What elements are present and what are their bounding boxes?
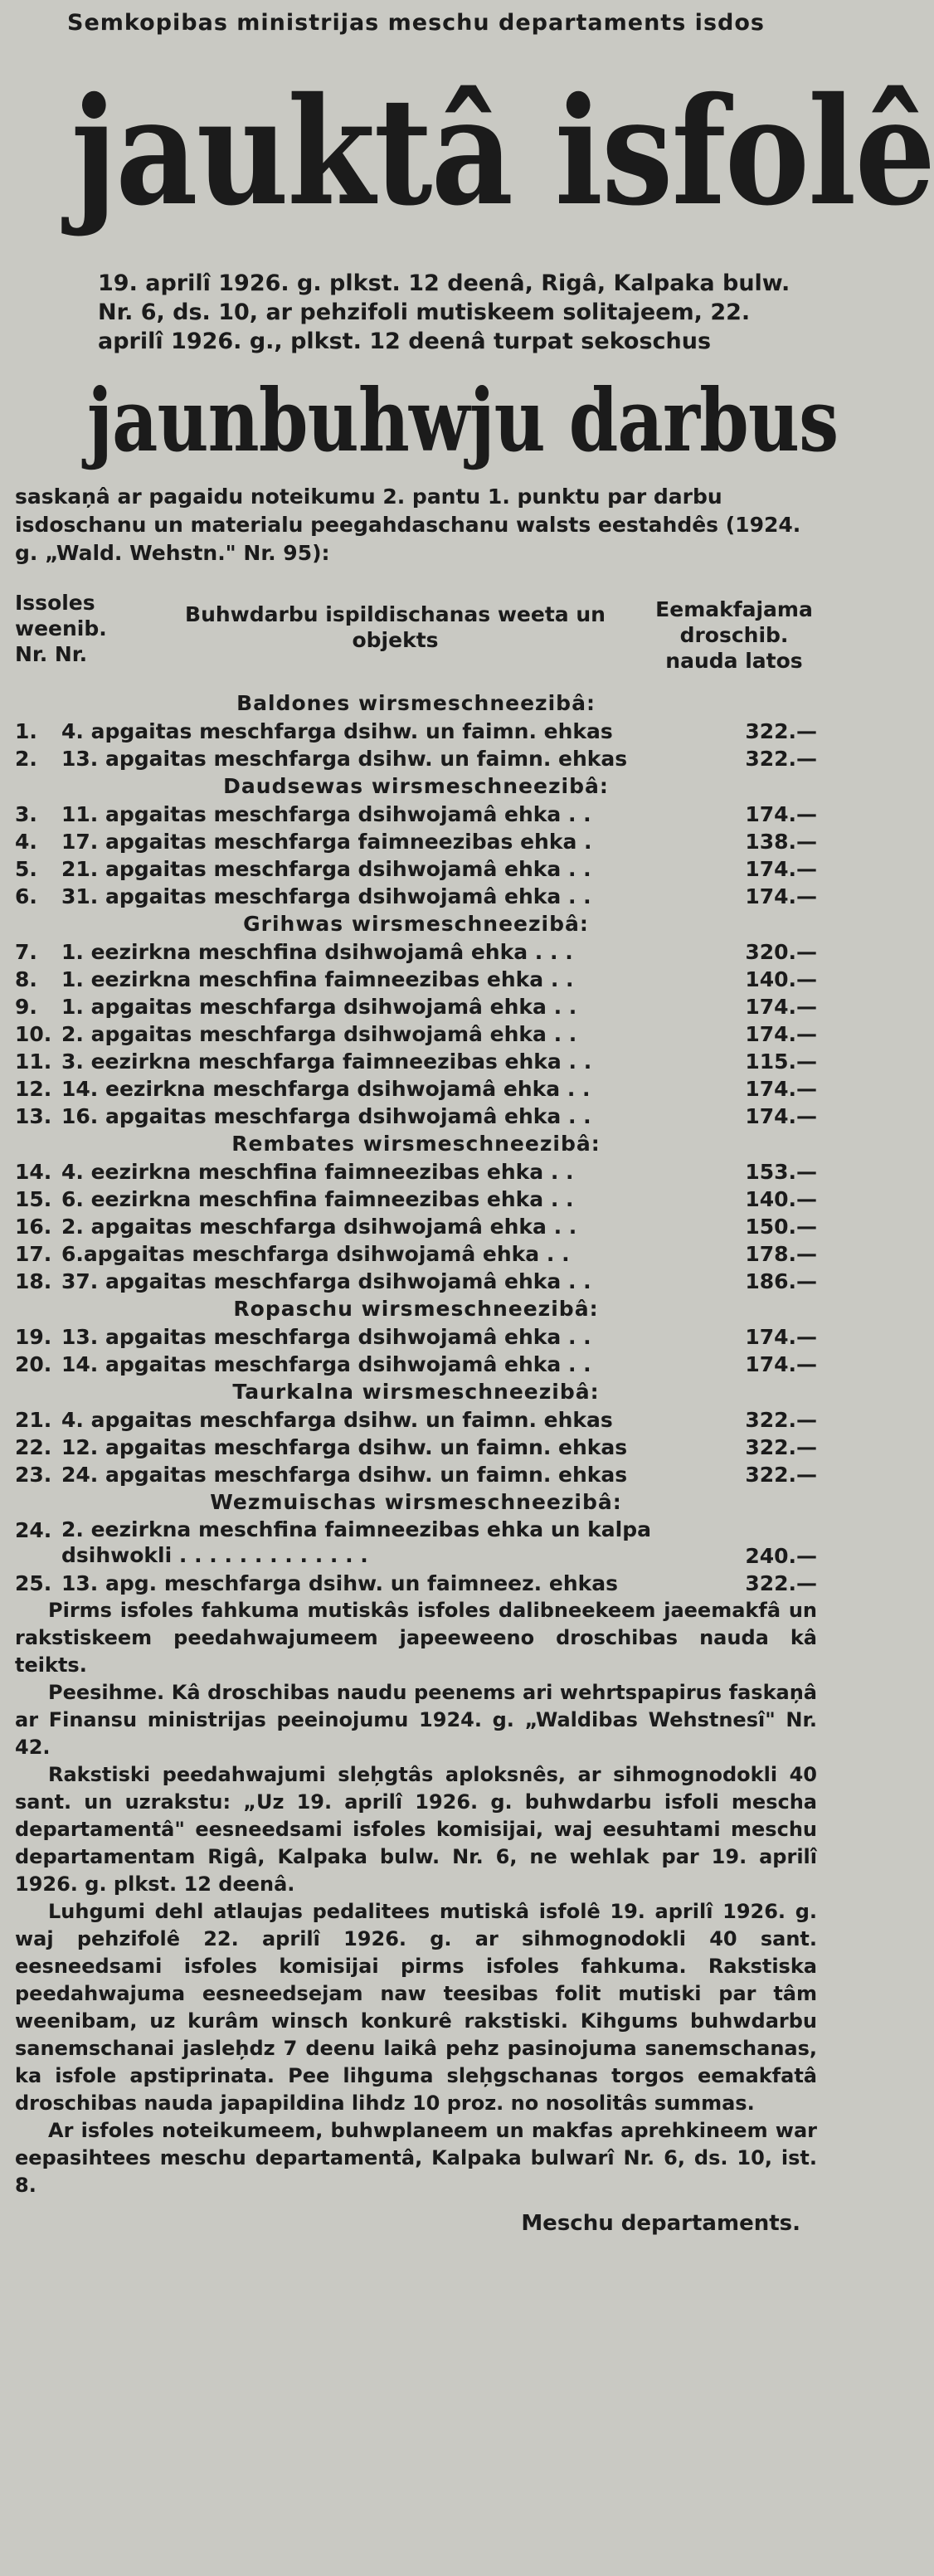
- deposit-amount: 140.—: [745, 1187, 817, 1211]
- table-row: [15, 718, 817, 745]
- conditions-text: [15, 1597, 817, 2199]
- deposit-amount: 115.—: [745, 1049, 817, 1074]
- deposit-amount: 240.—: [745, 1544, 817, 1568]
- deposit-amount: 320.—: [745, 940, 817, 964]
- lot-description: 13. apgaitas meschfarga dsihw. un faimn. ehkas: [61, 747, 628, 771]
- deposit-amount: 174.—: [745, 1352, 817, 1376]
- table-row: [15, 1268, 817, 1295]
- lot-number: 22.: [15, 1435, 52, 1459]
- lot-number: 24.: [15, 1518, 52, 1542]
- lot-description: 2. eezirkna meschfina faimneezibas ehka un kalpa dsihwokli . . . . . . . . . . . . .: [61, 1517, 651, 1567]
- publisher-line: Semkopibas ministrijas meschu departaments isdos: [67, 10, 765, 36]
- headline-secondary: jaunbuhwju darbus: [87, 369, 839, 471]
- section-title: Taurkalna wirsmeschneezibâ:: [232, 1380, 600, 1404]
- deposit-amount: 140.—: [745, 967, 817, 991]
- paragraph: Ar isfoles noteikumeem, buhwplaneem un makfas aprehkineem war eepasihtees meschu departamentâ, Kalpaka bulwarî Nr. 6, ds. 10, ist. 8.: [15, 2119, 817, 2197]
- table-row: [15, 1461, 817, 1488]
- lot-description: 2. apgaitas meschfarga dsihwojamâ ehka . .: [61, 1215, 577, 1239]
- table-row: [15, 1158, 817, 1186]
- table-row: [15, 745, 817, 772]
- lot-number: 16.: [15, 1215, 52, 1239]
- deposit-amount: 322.—: [745, 719, 817, 743]
- table-row: [15, 1240, 817, 1268]
- paragraph: Peesihme. Kâ droschibas naudu peenems ari wehrtspapirus faskaņâ ar Finansu ministrijas peeinojumu 1924. g. „Waldibas Wehstnesî" Nr. 42.: [15, 1681, 817, 1759]
- deposit-amount: 150.—: [745, 1215, 817, 1239]
- lot-description: 13. apgaitas meschfarga dsihwojamâ ehka . .: [61, 1325, 591, 1349]
- table-row: [15, 1186, 817, 1213]
- section-title: Wezmuischas wirsmeschneezibâ:: [210, 1490, 622, 1514]
- deposit-amount: 322.—: [745, 1408, 817, 1432]
- table-row: [15, 828, 817, 855]
- table-row: [15, 1048, 817, 1075]
- section-title: Rembates wirsmeschneezibâ:: [231, 1132, 601, 1156]
- table-row: [15, 1351, 817, 1378]
- lot-number: 21.: [15, 1408, 52, 1432]
- deposit-amount: 174.—: [745, 1022, 817, 1046]
- lot-description: 4. eezirkna meschfina faimneezibas ehka . .: [61, 1160, 574, 1184]
- lot-number: 15.: [15, 1187, 52, 1211]
- deposit-amount: 174.—: [745, 995, 817, 1019]
- signature: Meschu departaments.: [521, 2211, 800, 2236]
- lot-description: 24. apgaitas meschfarga dsihw. un faimn. ehkas: [61, 1463, 628, 1487]
- deposit-amount: 322.—: [745, 1571, 817, 1595]
- lot-number: 18.: [15, 1269, 52, 1293]
- lot-number: 2.: [15, 747, 37, 771]
- column-location-object: Buhwdarbu ispildischanas weeta un objekts: [185, 602, 606, 652]
- table-row: [15, 993, 817, 1020]
- section-title: Daudsewas wirsmeschneezibâ:: [223, 774, 609, 798]
- deposit-amount: 186.—: [745, 1269, 817, 1293]
- table-row: [15, 1517, 817, 1570]
- deposit-amount: 174.—: [745, 802, 817, 826]
- lot-number: 5.: [15, 857, 37, 881]
- table-row: [15, 801, 817, 828]
- table-header: [15, 590, 817, 689]
- lot-description: 11. apgaitas meschfarga dsihwojamâ ehka . .: [61, 802, 591, 826]
- deposit-amount: 174.—: [745, 857, 817, 881]
- table-row: [15, 1406, 817, 1434]
- lot-description: 37. apgaitas meschfarga dsihwojamâ ehka . .: [61, 1269, 591, 1293]
- table-row: [15, 938, 817, 966]
- headline: jauktâ isfolê: [71, 65, 934, 238]
- deposit-amount: 174.—: [745, 1077, 817, 1101]
- section-title: Ropaschu wirsmeschneezibâ:: [233, 1297, 599, 1321]
- lot-description: 1. apgaitas meschfarga dsihwojamâ ehka . .: [61, 995, 577, 1019]
- lot-description: 1. eezirkna meschfina dsihwojamâ ehka . . .: [61, 940, 573, 964]
- intro-text: 19. aprilî 1926. g. plkst. 12 deenâ, Rigâ, Kalpaka bulw. Nr. 6, ds. 10, ar pehzifoli mutiskeem solitajeem, 22. aprilî 1926. g., plkst. 12 deenâ turpat sekoschus: [98, 270, 790, 354]
- table-row: [15, 1323, 817, 1351]
- deposit-amount: 178.—: [745, 1242, 817, 1266]
- lot-number: 25.: [15, 1571, 52, 1595]
- column-deposit: Eemakfajama droschib. nauda latos: [655, 597, 813, 673]
- lot-number: 23.: [15, 1463, 52, 1487]
- lot-description: 1. eezirkna meschfina faimneezibas ehka . .: [61, 967, 574, 991]
- lot-number: 9.: [15, 995, 37, 1019]
- paragraph: Pirms isfoles fahkuma mutiskâs isfoles dalibneekeem jaeemakfâ un rakstiskeem peedahwajumeem japeeweeno droschibas nauda kâ teikts.: [15, 1599, 817, 1677]
- lot-number: 10.: [15, 1022, 52, 1046]
- table-row: [15, 1103, 817, 1130]
- lot-number: 13.: [15, 1104, 52, 1128]
- lot-description: 12. apgaitas meschfarga dsihw. un faimn. ehkas: [61, 1435, 628, 1459]
- table-row: [15, 883, 817, 910]
- legal-basis-text: saskaņâ ar pagaidu noteikumu 2. pantu 1. punktu par darbu isdoschanu un materialu peegahdaschanu walsts eestahdês (1924. g. „Wald. Wehstn." Nr. 95):: [15, 485, 801, 565]
- lot-number: 20.: [15, 1352, 52, 1376]
- table-row: [15, 966, 817, 993]
- table-row: [15, 1075, 817, 1103]
- lot-description: 4. apgaitas meschfarga dsihw. un faimn. ehkas: [61, 1408, 613, 1432]
- lot-number: 1.: [15, 719, 37, 743]
- column-unit-number: Issoles weenib. Nr. Nr.: [15, 591, 107, 666]
- lot-number: 7.: [15, 940, 37, 964]
- lot-number: 12.: [15, 1077, 52, 1101]
- deposit-amount: 138.—: [745, 830, 817, 854]
- lot-number: 6.: [15, 884, 37, 908]
- lot-number: 14.: [15, 1160, 52, 1184]
- lot-description: 4. apgaitas meschfarga dsihw. un faimn. ehkas: [61, 719, 613, 743]
- table-row: [15, 1570, 817, 1597]
- deposit-amount: 174.—: [745, 1104, 817, 1128]
- lot-number: 17.: [15, 1242, 52, 1266]
- deposit-amount: 174.—: [745, 884, 817, 908]
- table-row: [15, 1213, 817, 1240]
- lot-number: 3.: [15, 802, 37, 826]
- lot-description: 2. apgaitas meschfarga dsihwojamâ ehka . .: [61, 1022, 577, 1046]
- lot-description: 6.apgaitas meschfarga dsihwojamâ ehka . .: [61, 1242, 570, 1266]
- lot-number: 4.: [15, 830, 37, 854]
- lot-description: 6. eezirkna meschfina faimneezibas ehka . .: [61, 1187, 574, 1211]
- paragraph: Luhgumi dehl atlaujas pedalitees mutiskâ isfolê 19. aprilî 1926. g. waj pehzifolê 22. aprilî 1926. g. ar sihmognodokli 40 sant. eesneedsami isfoles komisijai pirms isfoles fahkuma. Rakstiska peedahwajuma eesneedsejam naw teesibas folit mutiski par tâm weenibam, uz kurâm winsch konkurê rakstiski. Kihgums buhwdarbu sanemschanai jasleh̦dz 7 deenu laikâ pehz pasinojuma sanemschanas, ka isfole apstiprinata. Pee lihguma sleh̦gschanas torgos eemakfatâ droschibas nauda japapildina lihdz 10 proz. no nosolitâs summas.: [15, 1900, 817, 2115]
- deposit-amount: 322.—: [745, 1435, 817, 1459]
- lot-number: 11.: [15, 1049, 52, 1074]
- table-row: [15, 1020, 817, 1048]
- lot-description: 31. apgaitas meschfarga dsihwojamâ ehka . .: [61, 884, 591, 908]
- lot-description: 13. apg. meschfarga dsihw. un faimneez. ehkas: [61, 1571, 618, 1595]
- deposit-amount: 322.—: [745, 747, 817, 771]
- deposit-amount: 322.—: [745, 1463, 817, 1487]
- deposit-amount: 153.—: [745, 1160, 817, 1184]
- lot-description: 3. eezirkna meschfarga faimneezibas ehka . .: [61, 1049, 592, 1074]
- paragraph: Rakstiski peedahwajumi sleh̦gtâs aploksnês, ar sihmognodokli 40 sant. un uzrakstu: „Uz 19. aprilî 1926. g. buhwdarbu isfoli mescha departamentâ" eesneedsami isfoles komisijai, waj eesuhtami meschu departamentam Rigâ, Kalpaka bulw. Nr. 6, ne wehlak par 19. aprilî 1926. g. plkst. 12 deenâ.: [15, 1763, 817, 1896]
- lot-number: 19.: [15, 1325, 52, 1349]
- lot-description: 14. eezirkna meschfarga dsihwojamâ ehka . .: [61, 1077, 591, 1101]
- deposit-amount: 174.—: [745, 1325, 817, 1349]
- lot-description: 17. apgaitas meschfarga faimneezibas ehka .: [61, 830, 592, 854]
- lot-table: [15, 689, 817, 1597]
- table-row: [15, 1434, 817, 1461]
- lot-description: 16. apgaitas meschfarga dsihwojamâ ehka . .: [61, 1104, 591, 1128]
- lot-number: 8.: [15, 967, 37, 991]
- section-title: Baldones wirsmeschneezibâ:: [236, 691, 596, 715]
- lot-description: 21. apgaitas meschfarga dsihwojamâ ehka . .: [61, 857, 591, 881]
- section-title: Grihwas wirsmeschneezibâ:: [243, 912, 589, 936]
- table-row: [15, 855, 817, 883]
- lot-description: 14. apgaitas meschfarga dsihwojamâ ehka . .: [61, 1352, 591, 1376]
